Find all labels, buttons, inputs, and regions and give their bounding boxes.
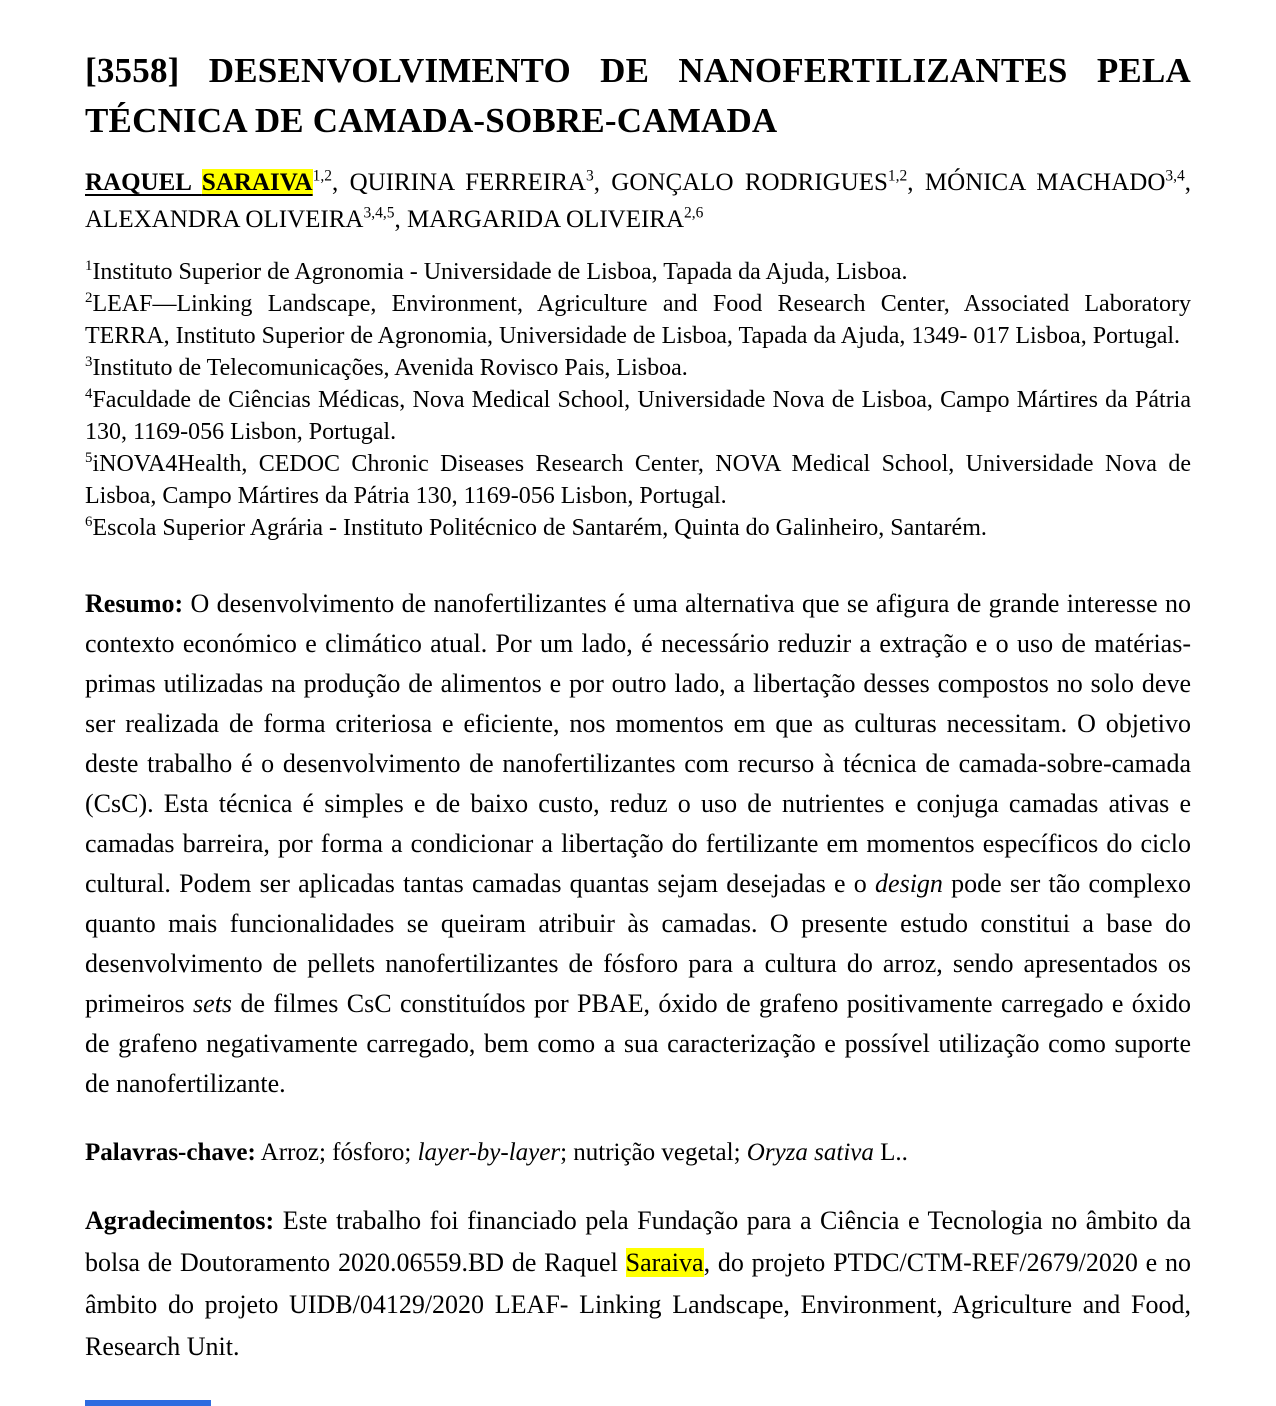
author-alexandra-oliveira: ALEXANDRA OLIVEIRA (85, 206, 364, 233)
affiliation-1-number: 1 (85, 258, 93, 274)
acknowledgements-text-1: Este trabalho foi financiado pela Fundação para a Ciência e Tecnologia no âmbito da bolsa de Doutoramento 2020.06559.BD de Raquel (85, 1206, 1191, 1277)
affiliation-2 (85, 288, 1191, 352)
author-raquel-saraiva (85, 169, 313, 196)
highlighted-saraiva: Saraiva (625, 1248, 704, 1277)
acknowledgements-text-2: , do projeto PTDC/CTM-REF/2679/2020 e no âmbito do projeto UIDB/04129/2020 LEAF- Linking Landscape, Environment, Agriculture and Food, Research Unit. (85, 1248, 1191, 1361)
author-3-affiliation-sup: 1,2 (887, 167, 908, 185)
author-5-affiliation-sup: 3,4,5 (363, 204, 395, 222)
affiliation-4-number: 4 (85, 386, 93, 402)
affiliation-4 (85, 384, 1191, 448)
acknowledgements-label: Agradecimentos: (85, 1206, 275, 1235)
author-separator: , (593, 169, 612, 196)
affiliation-6-text: Escola Superior Agrária - Instituto Politécnico de Santarém, Quinta do Galinheiro, Santarém. (92, 515, 987, 541)
paper-title: [3558] DESENVOLVIMENTO DE NANOFERTILIZANTES PELA TÉCNICA DE CAMADA-SOBRE-CAMADA (85, 51, 1191, 140)
author-separator: , (394, 206, 407, 233)
affiliation-4-text: Faculdade de Ciências Médicas, Nova Medical School, Universidade Nova de Lisboa, Campo Mártires da Pátria 130, 1169-056 Lisbon, Portugal. (85, 387, 1191, 445)
author-quirina-ferreira: QUIRINA FERREIRA (349, 169, 586, 196)
affiliation-1 (85, 256, 1191, 288)
keywords-italic-oryza-sativa: Oryza sativa (746, 1139, 874, 1166)
author-goncalo-rodrigues: GONÇALO RODRIGUES (611, 169, 888, 196)
keywords-text-2: ; nutrição vegetal; (560, 1139, 747, 1166)
affiliation-5-text: iNOVA4Health, CEDOC Chronic Diseases Research Center, NOVA Medical School, Universidade Nova de Lisboa, Campo Mártires da Pátria 130, 1169-056 Lisbon, Portugal. (85, 451, 1191, 509)
affiliation-3-text: Instituto de Telecomunicações, Avenida Rovisco Pais, Lisboa. (92, 355, 688, 381)
author-margarida-oliveira: MARGARIDA OLIVEIRA (406, 206, 685, 233)
affiliations-block (85, 256, 1191, 544)
abstract-label: Resumo: (85, 589, 184, 618)
affiliation-2-number: 2 (85, 290, 93, 306)
abstract-italic-design: design (875, 869, 943, 898)
abstract-paragraph (85, 584, 1191, 1104)
author-4-affiliation-sup: 3,4 (1165, 167, 1185, 185)
abstract-italic-sets: sets (193, 989, 233, 1018)
abstract-text-1: O desenvolvimento de nanofertilizantes é uma alternativa que se afigura de grande interesse no contexto económico e climático atual. Por um lado, é necessário reduzir a extração e o uso de matérias-primas utilizadas na produção de alimentos e por outro lado, a libertação desses compostos no solo deve ser realizada de forma criteriosa e eficiente, nos momentos em que as culturas necessitam. O objetivo deste trabalho é o desenvolvimento de nanofertilizantes com recurso à técnica de camada-sobre-camada (CsC). Esta técnica é simples e de baixo custo, reduz o uso de nutrientes e conjuga camadas ativas e camadas barreira, por forma a condicionar a libertação do fertilizante em momentos específicos do ciclo cultural. Podem ser aplicadas tantas camadas quantas sejam desejadas e o (85, 589, 1191, 898)
affiliation-1-text: Instituto Superior de Agronomia - Universidade de Lisboa, Tapada da Ajuda, Lisboa. (92, 259, 908, 285)
authors-line (85, 164, 1191, 238)
affiliation-6 (85, 512, 1191, 544)
author-monica-machado: MÓNICA MACHADO (924, 169, 1166, 196)
keywords-italic-layer-by-layer: layer-by-layer (417, 1139, 561, 1166)
keywords-label: Palavras-chave: (85, 1139, 256, 1166)
author-6-affiliation-sup: 2,6 (684, 204, 704, 222)
author-1-affiliation-sup: 1,2 (312, 167, 332, 185)
author-separator: , (1184, 169, 1192, 196)
author-separator: , (331, 169, 350, 196)
abstract-text-2: pode ser tão complexo quanto mais funcionalidades se queiram atribuir às camadas. O presente estudo constitui a base do desenvolvimento de pellets nanofertilizantes de fósforo para a cultura do arroz, sendo apresentados os primeiros (85, 869, 1191, 1018)
author-first-name: RAQUEL (85, 169, 202, 196)
affiliation-5-number: 5 (85, 450, 93, 466)
affiliation-2-text: LEAF—Linking Landscape, Environment, Agriculture and Food Research Center, Associated Laboratory TERRA, Instituto Superior de Agronomia, Universidade de Lisboa, Tapada da Ajuda, 1349- 017 Lisboa, Portugal. (85, 291, 1191, 349)
affiliation-5 (85, 448, 1191, 512)
affiliation-3 (85, 352, 1191, 384)
affiliation-6-number: 6 (85, 514, 93, 530)
author-separator: , (907, 169, 925, 196)
keywords-text-1: Arroz; fósforo; (255, 1139, 418, 1166)
author-2-affiliation-sup: 3 (585, 167, 594, 185)
keywords-line (85, 1136, 1191, 1170)
cutoff-blue-bar (85, 1400, 211, 1406)
highlighted-author-surname: SARAIVA (201, 169, 313, 196)
acknowledgements-paragraph (85, 1200, 1191, 1368)
affiliation-3-number: 3 (85, 354, 93, 370)
abstract-text-3: de filmes CsC constituídos por PBAE, óxido de grafeno positivamente carregado e óxido de grafeno negativamente carregado, bem como a sua caracterização e possível utilização como suporte de nanofertilizante. (85, 989, 1191, 1098)
keywords-text-3: L.. (873, 1139, 908, 1166)
